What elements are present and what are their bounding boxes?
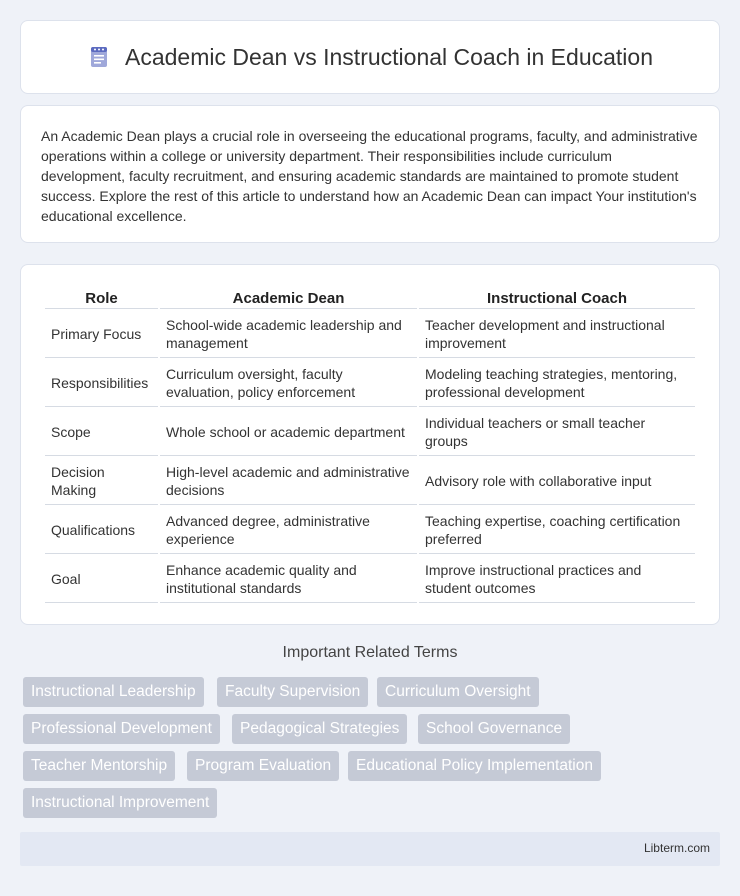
table-header-row bbox=[45, 285, 695, 309]
tag-instructional-leadership[interactable]: Instructional Leadership bbox=[23, 677, 204, 707]
dean-cell: Whole school or academic department bbox=[160, 409, 417, 456]
dean-cell: High-level academic and administrative decisions bbox=[160, 458, 417, 505]
comparison-card bbox=[20, 264, 720, 625]
header-academic-dean: Academic Dean bbox=[160, 285, 417, 309]
document-icon bbox=[87, 45, 111, 69]
tag-faculty-supervision[interactable]: Faculty Supervision bbox=[217, 677, 368, 707]
page-title: Academic Dean vs Instructional Coach in Education bbox=[124, 43, 653, 70]
role-cell: Scope bbox=[45, 409, 158, 456]
related-terms-title: Important Related Terms bbox=[282, 644, 458, 661]
tag-educational-policy-implementation[interactable]: Educational Policy Implementation bbox=[348, 751, 601, 781]
table-row bbox=[45, 556, 695, 603]
header-role: Role bbox=[45, 285, 158, 309]
table-row bbox=[45, 311, 695, 358]
header-instructional-coach: Instructional Coach bbox=[419, 285, 695, 309]
role-cell: Responsibilities bbox=[45, 360, 158, 407]
comparison-table bbox=[43, 283, 697, 605]
tag-curriculum-oversight[interactable]: Curriculum Oversight bbox=[377, 677, 539, 707]
coach-cell: Advisory role with collaborative input bbox=[419, 458, 695, 505]
footer-site-link[interactable]: Libterm.com bbox=[643, 841, 710, 855]
role-cell: Primary Focus bbox=[45, 311, 158, 358]
intro-card bbox=[20, 105, 720, 243]
coach-cell: Improve instructional practices and student outcomes bbox=[419, 556, 695, 603]
title-card bbox=[20, 20, 720, 94]
coach-cell: Individual teachers or small teacher groups bbox=[419, 409, 695, 456]
table-row bbox=[45, 360, 695, 407]
tag-professional-development[interactable]: Professional Development bbox=[23, 714, 220, 744]
coach-cell: Teaching expertise, coaching certification preferred bbox=[419, 507, 695, 554]
role-cell: Qualifications bbox=[45, 507, 158, 554]
role-cell: Decision Making bbox=[45, 458, 158, 505]
coach-cell: Modeling teaching strategies, mentoring, professional development bbox=[419, 360, 695, 407]
dean-cell: School-wide academic leadership and management bbox=[160, 311, 417, 358]
table-row bbox=[45, 458, 695, 505]
tag-teacher-mentorship[interactable]: Teacher Mentorship bbox=[23, 751, 175, 781]
dean-cell: Enhance academic quality and institutional standards bbox=[160, 556, 417, 603]
table-row bbox=[45, 409, 695, 456]
tag-program-evaluation[interactable]: Program Evaluation bbox=[187, 751, 339, 781]
role-cell: Goal bbox=[45, 556, 158, 603]
tag-instructional-improvement[interactable]: Instructional Improvement bbox=[23, 788, 217, 818]
coach-cell: Teacher development and instructional improvement bbox=[419, 311, 695, 358]
footer bbox=[20, 832, 720, 866]
table-row bbox=[45, 507, 695, 554]
dean-cell: Curriculum oversight, faculty evaluation, policy enforcement bbox=[160, 360, 417, 407]
tag-school-governance[interactable]: School Governance bbox=[418, 714, 570, 744]
tag-pedagogical-strategies[interactable]: Pedagogical Strategies bbox=[232, 714, 407, 744]
dean-cell: Advanced degree, administrative experience bbox=[160, 507, 417, 554]
intro-text: An Academic Dean plays a crucial role in overseeing the educational programs, faculty, and administrative operations within a college or university department. Their responsibilities include curriculum development, faculty recruitment, and ensuring academic standards are maintained to promote student success. Explore the rest of this article to understand how an Academic Dean can impact Your institution's educational excellence. bbox=[41, 128, 698, 224]
